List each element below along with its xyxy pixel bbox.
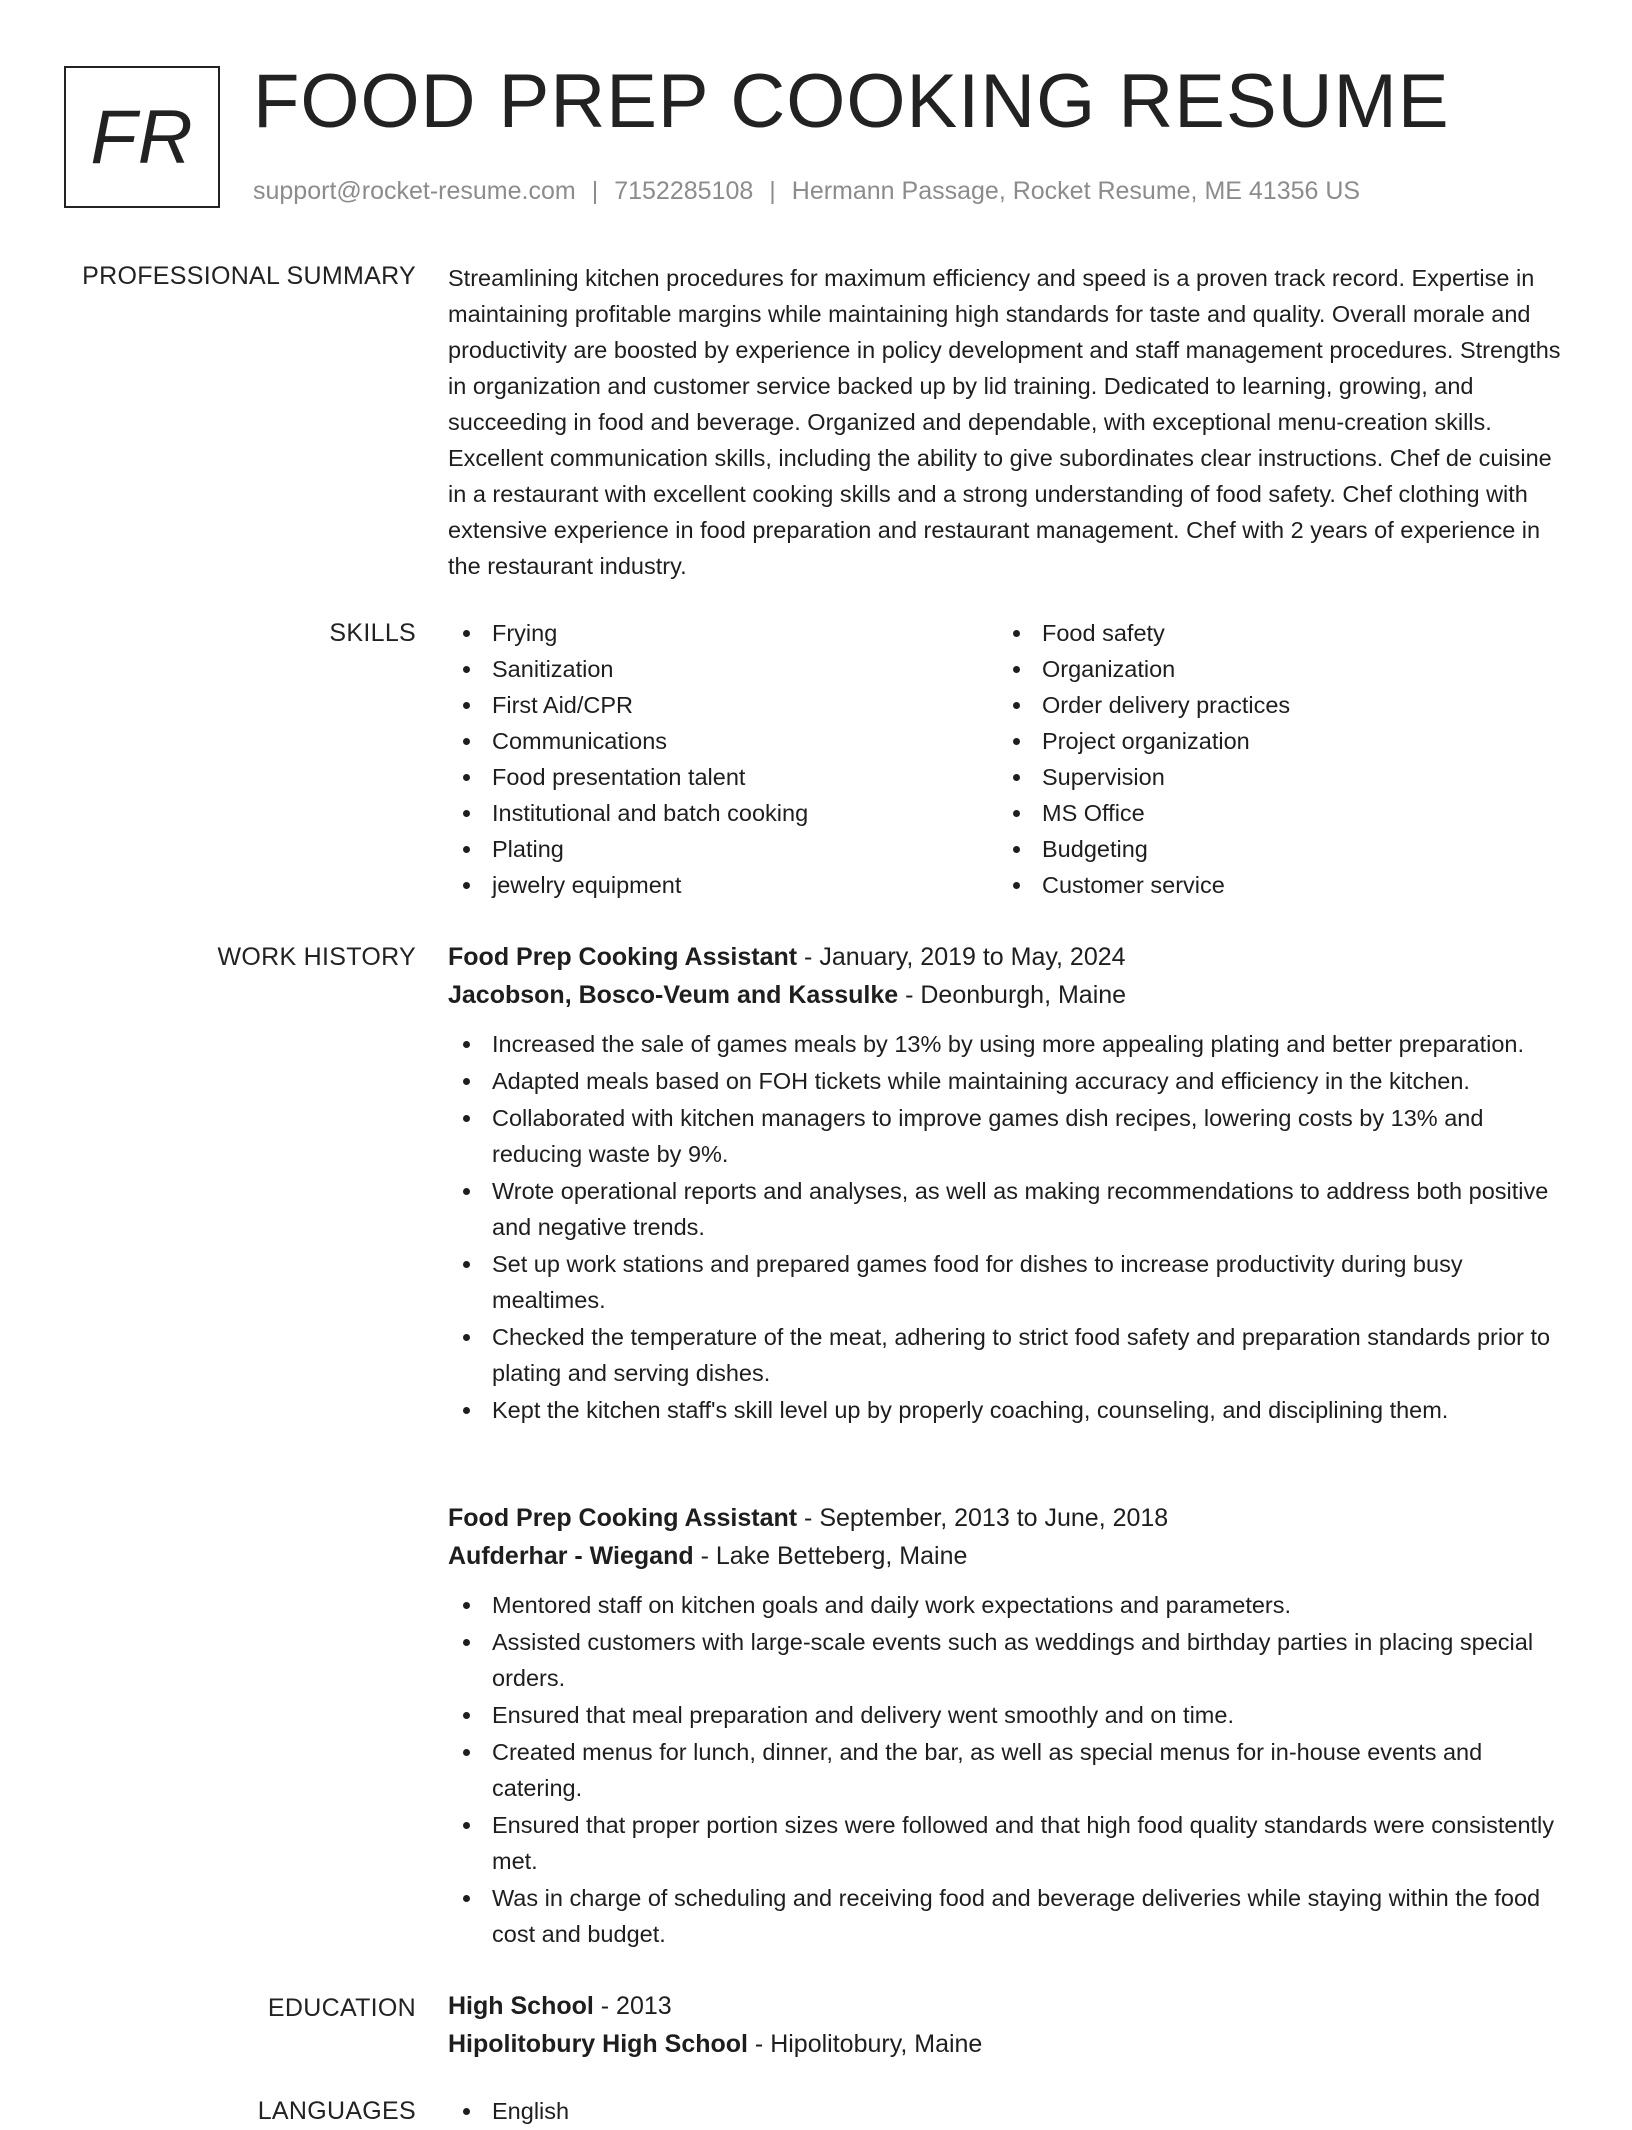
job-bullet: Ensured that meal preparation and delivery went smoothly and on time. [448, 1697, 1568, 1733]
section-label-education: EDUCATION [267, 1994, 416, 2022]
job-dates: - September, 2013 to June, 2018 [797, 1504, 1169, 1532]
contact-address: Hermann Passage, Rocket Resume, ME 41356 US [791, 177, 1361, 205]
job-title: Food Prep Cooking Assistant [448, 943, 798, 971]
resume-title: FOOD PREP COOKING RESUME [253, 59, 1450, 144]
education-location: - Hipolitobury, Maine [747, 2030, 983, 2058]
job-company: Aufderhar - Wiegand [448, 1542, 694, 1570]
job-bullet: Assisted customers with large-scale events such as weddings and birthday parties in placing special orders. [448, 1624, 1568, 1696]
skill-item: Plating [448, 831, 998, 867]
job-bullet: Checked the temperature of the meat, adhering to strict food safety and preparation standards prior to plating and serving dishes. [448, 1319, 1568, 1391]
summary-section [448, 260, 1568, 584]
education-year: - 2013 [593, 1992, 672, 2020]
language-item: English [448, 2093, 1568, 2129]
skills-section [448, 615, 1568, 903]
job-bullet: Set up work stations and prepared games food for dishes to increase productivity during busy mealtimes. [448, 1246, 1568, 1318]
education-school: Hipolitobury High School [448, 2030, 748, 2058]
section-label-summary: PROFESSIONAL SUMMARY [82, 262, 416, 290]
skill-item: Order delivery practices [998, 687, 1290, 723]
job-bullet: Wrote operational reports and analyses, as well as making recommendations to address both positive and negative trends. [448, 1173, 1568, 1245]
skill-item: Institutional and batch cooking [448, 795, 998, 831]
job-bullet: Adapted meals based on FOH tickets while maintaining accuracy and efficiency in the kitchen. [448, 1063, 1568, 1099]
skill-item: Supervision [998, 759, 1290, 795]
skill-item: Sanitization [448, 651, 998, 687]
skill-item: Frying [448, 615, 998, 651]
job-bullet: Ensured that proper portion sizes were followed and that high food quality standards were consistently met. [448, 1807, 1568, 1879]
education-section [448, 1987, 1568, 2063]
job-bullet: Created menus for lunch, dinner, and the bar, as well as special menus for in-house events and catering. [448, 1734, 1568, 1806]
job-company-line [448, 1537, 1568, 1575]
monogram-initials: FR [90, 94, 194, 180]
job-title-line [448, 938, 1568, 976]
education-degree: High School [448, 1992, 594, 2020]
skill-item: First Aid/CPR [448, 687, 998, 723]
job-bullets [448, 1026, 1568, 1428]
job-bullet: Collaborated with kitchen managers to improve games dish recipes, lowering costs by 13% and reducing waste by 9%. [448, 1100, 1568, 1172]
skill-item: jewelry equipment [448, 867, 998, 903]
job-bullets [448, 1587, 1568, 1952]
section-label-work: WORK HISTORY [217, 943, 416, 971]
skill-item: Budgeting [998, 831, 1290, 867]
contact-separator: | [591, 177, 599, 205]
skill-item: Project organization [998, 723, 1290, 759]
contact-separator: | [769, 177, 776, 205]
job-company: Jacobson, Bosco-Veum and Kassulke [448, 981, 899, 1009]
job-title: Food Prep Cooking Assistant [448, 1504, 798, 1532]
skill-item: Organization [998, 651, 1290, 687]
skills-column-2 [998, 615, 1290, 903]
job-bullet: Increased the sale of games meals by 13% by using more appealing plating and better preparation. [448, 1026, 1568, 1062]
contact-phone: 7152285108 [614, 177, 754, 205]
job-bullet: Was in charge of scheduling and receiving food and beverage deliveries while staying within the food cost and budget. [448, 1880, 1568, 1952]
job-bullet: Mentored staff on kitchen goals and daily work expectations and parameters. [448, 1587, 1568, 1623]
job-company-line [448, 976, 1568, 1014]
languages-list [448, 2093, 1568, 2129]
section-label-languages: LANGUAGES [257, 2097, 416, 2125]
education-degree-line [448, 1987, 1568, 2025]
skill-item: Customer service [998, 867, 1290, 903]
job-bullet: Kept the kitchen staff's skill level up by properly coaching, counseling, and disciplining them. [448, 1392, 1568, 1428]
contact-line [253, 174, 1360, 208]
job-title-line [448, 1499, 1568, 1537]
summary-text: Streamlining kitchen procedures for maximum efficiency and speed is a proven track record. Expertise in maintaining profitable margins while maintaining high standards for taste and quality. Overall morale and productivity are boosted by experience in policy development and staff management procedures. Strengths in organization and customer service backed up by lid training. Dedicated to learning, growing, and succeeding in food and beverage. Organized and dependable, with exceptional menu-creation skills. Excellent communication skills, including the ability to give subordinates clear instructions. Chef de cuisine in a restaurant with excellent cooking skills and a strong understanding of food safety. Chef clothing with extensive experience in food preparation and restaurant management. Chef with 2 years of experience in the restaurant industry. [448, 265, 1561, 579]
job-entry [448, 1499, 1568, 1953]
skill-item: Communications [448, 723, 998, 759]
section-label-skills: SKILLS [329, 619, 416, 647]
monogram-box [64, 66, 220, 208]
skills-column-1 [448, 615, 998, 903]
skill-item: Food safety [998, 615, 1290, 651]
job-location: - Deonburgh, Maine [898, 981, 1127, 1009]
skill-item: Food presentation talent [448, 759, 998, 795]
skill-item: MS Office [998, 795, 1290, 831]
job-entry [448, 938, 1568, 1429]
job-dates: - January, 2019 to May, 2024 [797, 943, 1126, 971]
education-school-line [448, 2025, 1568, 2063]
contact-email: support@rocket-resume.com [253, 177, 576, 205]
job-location: - Lake Betteberg, Maine [693, 1542, 968, 1570]
